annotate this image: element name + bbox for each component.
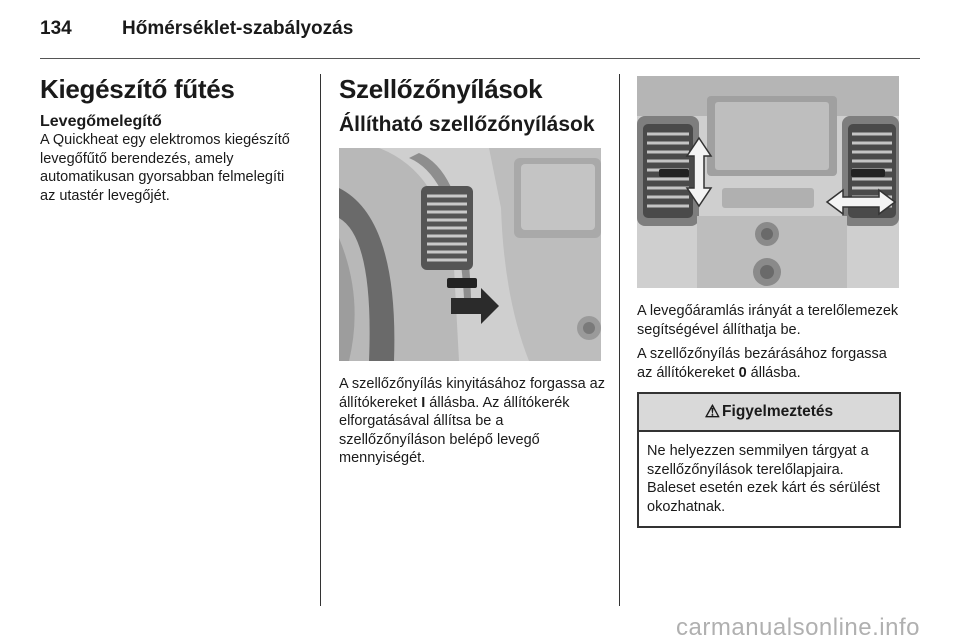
subheading-adjustable-vents: Állítható szellőzőnyílások <box>339 113 595 136</box>
page-number: 134 <box>40 18 72 39</box>
warning-title: Figyelmeztetés <box>722 403 834 420</box>
vent-open-text: A szellőzőnyílás kinyitásához forgassa az állítókereket I állásba. Az állítókerék elforgatásával állítsa be a szellőzőnyíláson belépő levegő mennyiségét. <box>339 376 605 466</box>
warning-triangle-icon: ⚠ <box>704 402 721 421</box>
side-vent-drawing <box>339 148 601 361</box>
warning-header <box>639 394 899 432</box>
side-vent-illustration <box>339 148 601 361</box>
position-mark-I: I <box>421 394 426 411</box>
column-divider-2 <box>619 74 620 606</box>
warning-text: Ne helyezzen semmilyen tárgyat a szellőzőnyílások terelőlapjaira. Baleset esetén ezek kárt és sérülést okozhatnak. <box>647 443 880 515</box>
air-heater-text: A Quickheat egy elektromos kiegészítő levegőfűtő berendezés, amely automatikusan gyorsabban felmelegíti az utastér levegőjét. <box>40 132 290 204</box>
airflow-direction-text: A levegőáramlás irányát a terelőlemezek segítségével állíthatja be. <box>637 303 899 338</box>
column-3 <box>637 74 901 528</box>
position-mark-0: 0 <box>738 364 747 381</box>
page-title: Hőmérséklet-szabályozás <box>122 18 354 39</box>
warning-body <box>639 432 899 526</box>
header-divider <box>40 58 920 59</box>
page-header <box>40 18 353 48</box>
warning-box <box>637 392 901 528</box>
vent-close-text: A szellőzőnyílás bezárásához forgassa az állítókereket 0 állásba. <box>637 346 887 381</box>
column-1 <box>40 74 302 205</box>
center-vents-illustration <box>637 76 899 288</box>
watermark: carmanualsonline.info <box>676 614 920 641</box>
center-vents-drawing <box>637 76 899 288</box>
section-heading-heater: Kiegészítő fűtés <box>40 74 235 104</box>
column-2 <box>339 74 605 468</box>
column-divider-1 <box>320 74 321 606</box>
section-heading-vents: Szellőzőnyílások <box>339 74 543 104</box>
subheading-air-heater: Levegőmelegítő <box>40 113 162 130</box>
